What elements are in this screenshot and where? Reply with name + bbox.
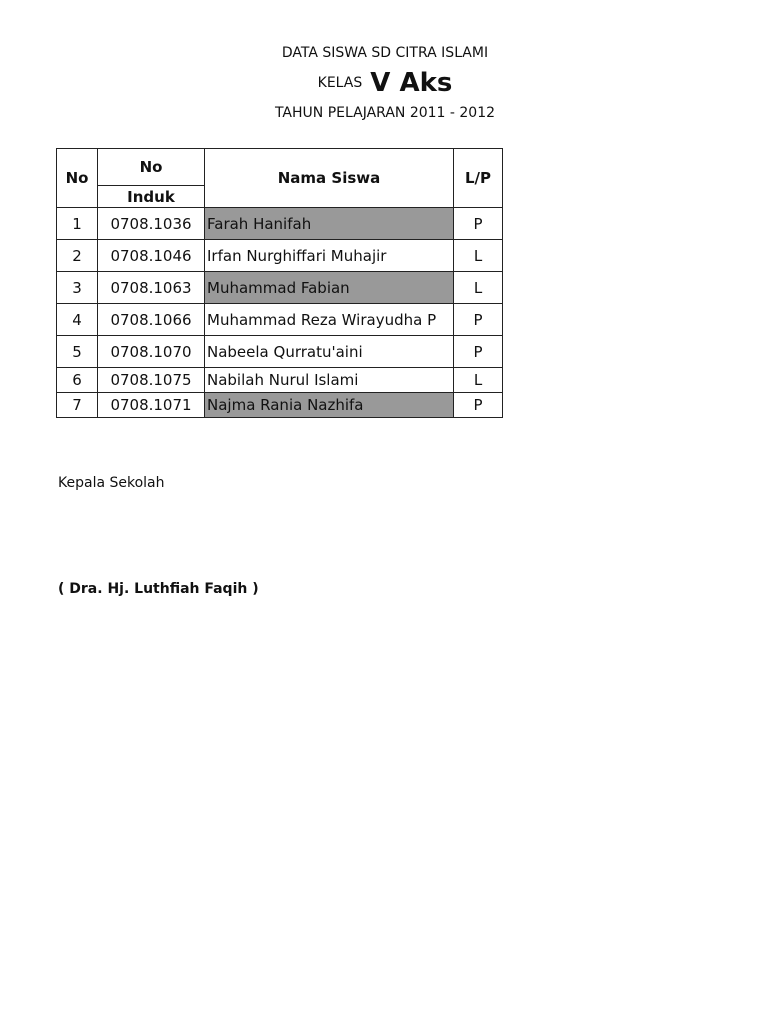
document-title: DATA SISWA SD CITRA ISLAMI <box>281 45 489 61</box>
table-row <box>57 336 503 368</box>
cell-no: 3 <box>57 272 98 304</box>
kepala-sekolah-name: ( Dra. Hj. Luthfiah Faqih ) <box>58 581 259 597</box>
cell-lp: P <box>454 208 503 240</box>
table-row <box>57 208 503 240</box>
header-lp: L/P <box>454 149 503 208</box>
cell-no: 7 <box>57 393 98 418</box>
cell-lp: P <box>454 304 503 336</box>
kelas-label: KELAS <box>317 75 363 91</box>
cell-lp: L <box>454 368 503 393</box>
cell-lp: L <box>454 240 503 272</box>
header-no: No <box>57 149 98 208</box>
cell-no: 6 <box>57 368 98 393</box>
table-row <box>57 304 503 336</box>
header-no-induk-bottom: Induk <box>98 186 205 208</box>
tahun-pelajaran: TAHUN PELAJARAN 2011 - 2012 <box>274 105 496 121</box>
cell-no: 5 <box>57 336 98 368</box>
cell-no-induk: 0708.1063 <box>98 272 205 304</box>
table-row <box>57 368 503 393</box>
student-table <box>56 148 503 418</box>
cell-nama-siswa: Nabeela Qurratu'aini <box>205 336 454 368</box>
cell-no: 4 <box>57 304 98 336</box>
cell-no-induk: 0708.1046 <box>98 240 205 272</box>
kelas-line <box>270 68 500 98</box>
header-nama-siswa: Nama Siswa <box>205 149 454 208</box>
cell-nama-siswa: Nabilah Nurul Islami <box>205 368 454 393</box>
cell-nama-siswa: Muhammad Reza Wirayudha P <box>205 304 454 336</box>
header-no-induk-top: No <box>98 149 205 186</box>
cell-nama-siswa: Muhammad Fabian <box>205 272 454 304</box>
cell-no-induk: 0708.1066 <box>98 304 205 336</box>
cell-no: 1 <box>57 208 98 240</box>
cell-nama-siswa: Irfan Nurghiffari Muhajir <box>205 240 454 272</box>
cell-lp: L <box>454 272 503 304</box>
table-row <box>57 393 503 418</box>
cell-no: 2 <box>57 240 98 272</box>
cell-nama-siswa: Najma Rania Nazhifa <box>205 393 454 418</box>
table-row <box>57 240 503 272</box>
cell-lp: P <box>454 336 503 368</box>
cell-no-induk: 0708.1036 <box>98 208 205 240</box>
kepala-sekolah-label: Kepala Sekolah <box>58 475 165 491</box>
cell-lp: P <box>454 393 503 418</box>
cell-no-induk: 0708.1071 <box>98 393 205 418</box>
cell-no-induk: 0708.1070 <box>98 336 205 368</box>
cell-no-induk: 0708.1075 <box>98 368 205 393</box>
kelas-value: V Aks <box>370 68 453 98</box>
cell-nama-siswa: Farah Hanifah <box>205 208 454 240</box>
table-row <box>57 272 503 304</box>
